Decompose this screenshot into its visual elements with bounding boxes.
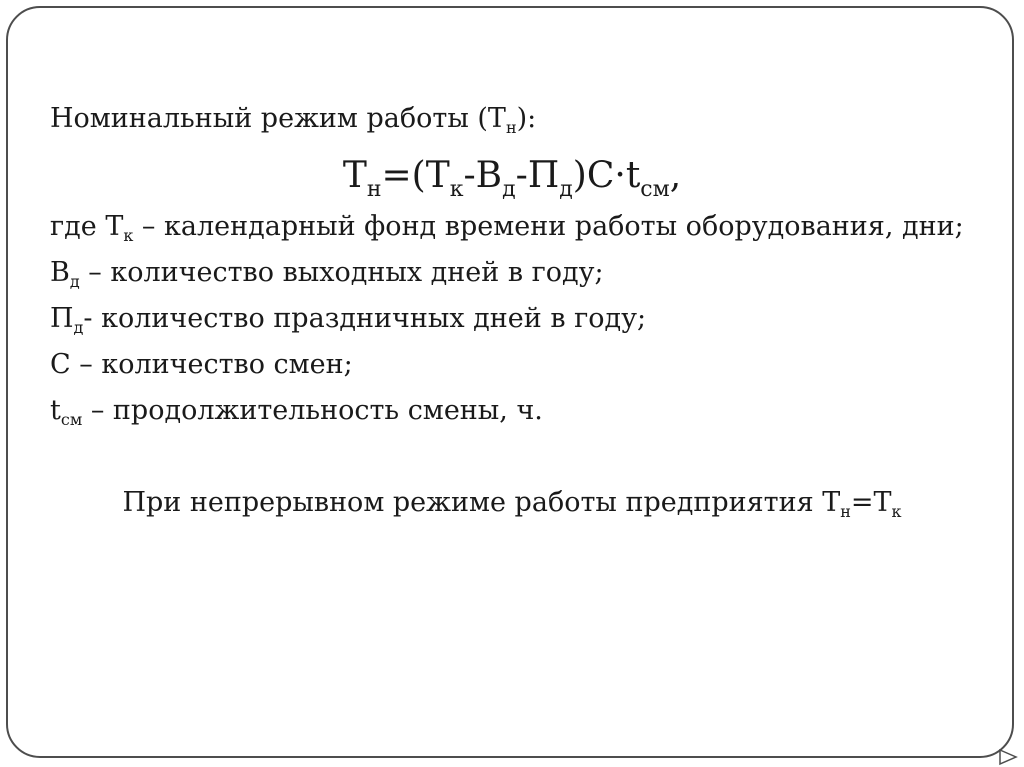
footer-line [0,487,1024,519]
definition-text: - количество праздничных дней в году; [83,303,647,334]
definition-text: – количество выходных дней в году; [79,257,604,288]
definition-line [50,395,543,427]
definition-text: – календарный фонд времени работы оборудования, дни; [133,211,964,242]
formula-d-sub2: д [559,177,573,202]
definition-symbol: где Т [50,211,124,242]
heading-text: Номинальный режим работы (Т [50,103,506,134]
definition-symbol: t [50,395,61,426]
formula-t-sub: н [366,177,382,202]
formula-minus-b: -В [463,155,503,196]
definition-subscript: д [73,318,84,337]
definition-line [50,303,646,335]
formula-tail: )С·t [572,155,641,196]
heading-subscript: н [505,118,517,137]
definition-symbol: В [50,257,70,288]
formula-minus-p: -П [515,155,560,196]
definition-text: – количество смен; [70,349,353,380]
heading-line [50,103,536,135]
formula-end: , [669,155,682,196]
definition-line [50,257,604,289]
formula-t: Т [342,155,367,196]
definition-text: – продолжительность смены, ч. [82,395,543,426]
footer-text: При непрерывном режиме работы предприятия Т [122,487,841,518]
heading-suffix: ): [516,103,537,134]
definition-subscript: см [60,410,83,429]
formula-sm-sub: см [640,177,670,202]
definition-symbol: П [50,303,74,334]
definition-symbol: С [50,349,71,380]
definition-subscript: к [123,226,134,245]
footer-subscript-2: к [891,502,902,521]
footer-subscript-1: н [840,502,851,521]
formula-d-sub1: д [502,177,516,202]
formula [0,155,1024,202]
definition-line [50,349,353,381]
footer-mid: =Т [850,487,892,518]
definition-line [50,211,964,243]
definition-subscript: д [69,272,80,291]
formula-eq: =(Т [381,155,450,196]
formula-k-sub: к [449,177,464,202]
